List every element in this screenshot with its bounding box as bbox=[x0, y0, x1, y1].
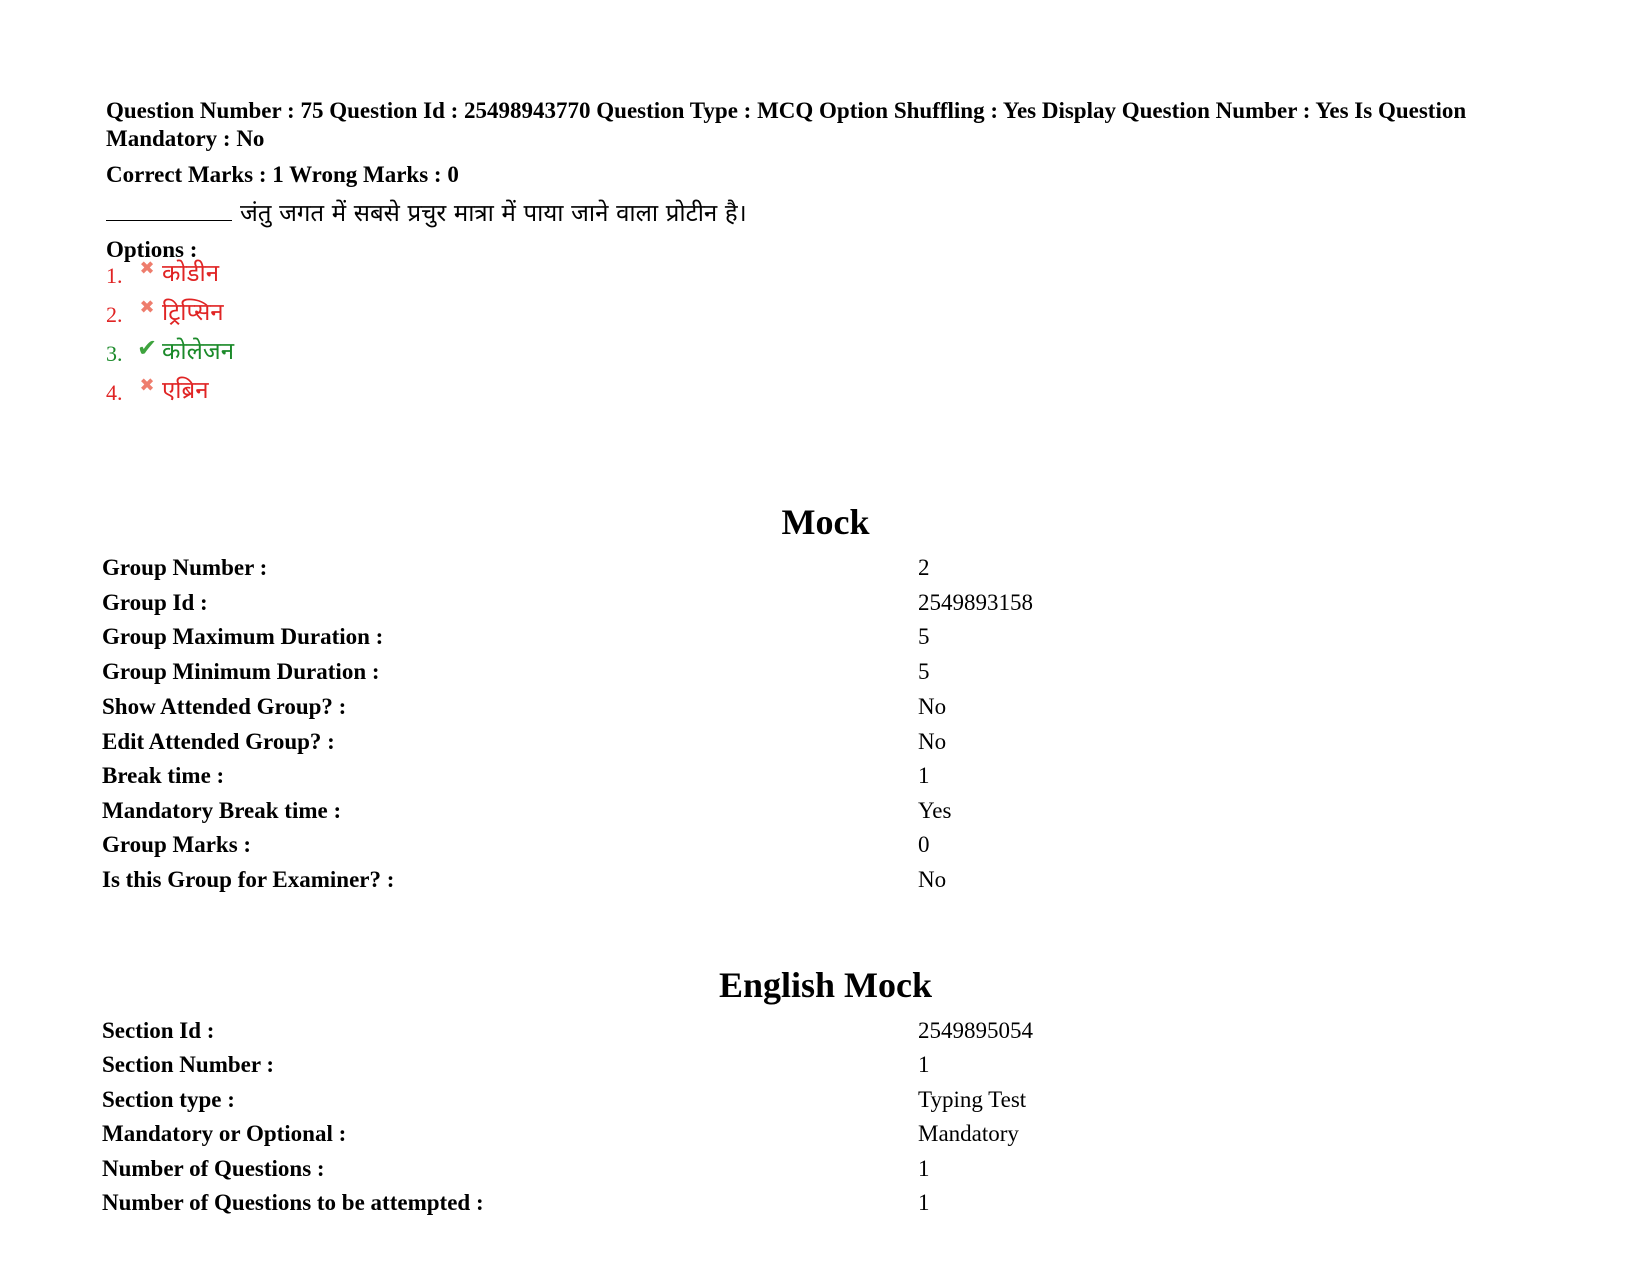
section-row bbox=[102, 1117, 1402, 1150]
group-row bbox=[102, 725, 1402, 758]
row-value: 1 bbox=[918, 763, 930, 788]
group-row bbox=[102, 620, 1402, 653]
row-value: Typing Test bbox=[918, 1087, 1027, 1112]
question-body: जंतु जगत में सबसे प्रचुर मात्रा में पाया जाने वाला प्रोटीन है। bbox=[240, 199, 747, 227]
section-row bbox=[102, 1048, 1402, 1081]
row-label: Group Id : bbox=[102, 590, 208, 615]
section-row bbox=[102, 1186, 1402, 1219]
row-label: Section Number : bbox=[102, 1052, 275, 1077]
section-row bbox=[102, 1152, 1402, 1185]
option-text: कोडीन bbox=[162, 258, 220, 287]
row-label: Is this Group for Examiner? : bbox=[102, 867, 395, 892]
row-value: No bbox=[918, 867, 947, 892]
check-icon: ✔ bbox=[136, 334, 158, 362]
question-text bbox=[106, 196, 747, 230]
section-title: English Mock bbox=[718, 965, 933, 1005]
row-value: 2 bbox=[918, 555, 930, 580]
group-row bbox=[102, 551, 1402, 584]
group-row bbox=[102, 655, 1402, 688]
row-label: Number of Questions to be attempted : bbox=[102, 1190, 484, 1215]
option-number: 1. bbox=[106, 263, 123, 288]
row-label: Group Number : bbox=[102, 555, 268, 580]
section-row bbox=[102, 1083, 1402, 1116]
group-row bbox=[102, 863, 1402, 896]
answer-blank bbox=[106, 220, 232, 221]
row-label: Section type : bbox=[102, 1087, 235, 1112]
group-row bbox=[102, 828, 1402, 861]
row-label: Mandatory Break time : bbox=[102, 798, 342, 823]
row-label: Edit Attended Group? : bbox=[102, 729, 335, 754]
row-value: 2549895054 bbox=[918, 1018, 1033, 1043]
option-1 bbox=[106, 254, 219, 290]
cross-icon: ✖ bbox=[139, 257, 155, 279]
row-label: Number of Questions : bbox=[102, 1156, 325, 1181]
row-label: Mandatory or Optional : bbox=[102, 1121, 347, 1146]
group-row bbox=[102, 794, 1402, 827]
row-label: Show Attended Group? : bbox=[102, 694, 347, 719]
cross-icon: ✖ bbox=[139, 296, 155, 318]
row-label: Group Maximum Duration : bbox=[102, 624, 384, 649]
row-value: 1 bbox=[918, 1156, 930, 1181]
option-3 bbox=[106, 332, 234, 368]
group-row bbox=[102, 586, 1402, 619]
group-title: Mock bbox=[781, 502, 870, 542]
row-value: 2549893158 bbox=[918, 590, 1033, 615]
cross-icon: ✖ bbox=[139, 374, 155, 396]
option-text: ट्रिप्सिन bbox=[162, 297, 224, 326]
option-4 bbox=[106, 371, 209, 407]
row-value: 1 bbox=[918, 1052, 930, 1077]
row-label: Break time : bbox=[102, 763, 225, 788]
row-value: Mandatory bbox=[918, 1121, 1019, 1146]
row-label: Section Id : bbox=[102, 1018, 215, 1043]
row-value: 1 bbox=[918, 1190, 930, 1215]
option-number: 4. bbox=[106, 380, 123, 405]
question-meta: Question Number : 75 Question Id : 25498943770 Question Type : MCQ Option Shuffling : Yes Display Question Number : Yes Is Question Mandatory : No bbox=[106, 98, 1467, 151]
question-marks: Correct Marks : 1 Wrong Marks : 0 bbox=[106, 162, 459, 187]
row-value: Yes bbox=[918, 798, 952, 823]
option-2 bbox=[106, 293, 224, 329]
group-row bbox=[102, 759, 1402, 792]
row-value: 0 bbox=[918, 832, 930, 857]
option-text: कोलेजन bbox=[162, 336, 235, 365]
options-label: Options : bbox=[106, 237, 198, 262]
section-row bbox=[102, 1014, 1402, 1047]
row-value: No bbox=[918, 694, 947, 719]
row-value: No bbox=[918, 729, 947, 754]
row-value: 5 bbox=[918, 659, 930, 684]
row-label: Group Minimum Duration : bbox=[102, 659, 380, 684]
group-row bbox=[102, 690, 1402, 723]
option-number: 3. bbox=[106, 341, 123, 366]
row-label: Group Marks : bbox=[102, 832, 252, 857]
option-number: 2. bbox=[106, 302, 123, 327]
option-text: एब्रिन bbox=[162, 375, 209, 404]
row-value: 5 bbox=[918, 624, 930, 649]
